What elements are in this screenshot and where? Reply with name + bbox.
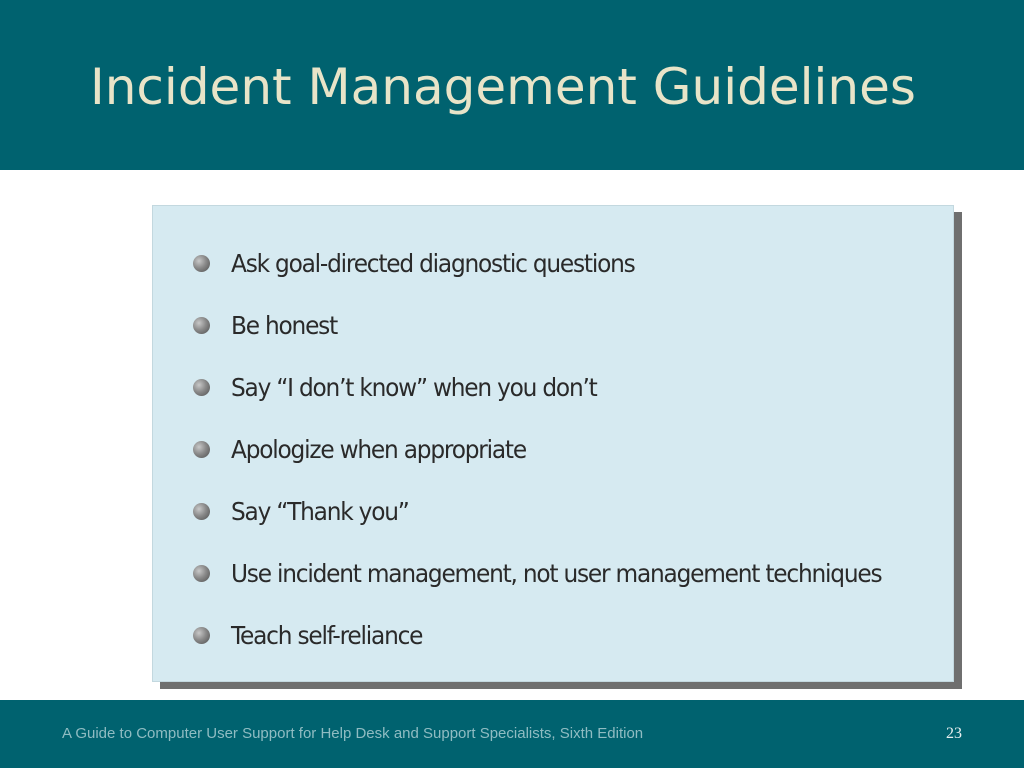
bullet-text: Say “Thank you” (231, 496, 409, 526)
bullet-text: Teach self-reliance (231, 620, 423, 650)
bullet-text: Ask goal-directed diagnostic questions (231, 248, 635, 278)
list-item (193, 542, 930, 604)
slide-title: Incident Management Guidelines (90, 58, 916, 116)
header-band (0, 0, 1024, 170)
guidelines-list (193, 232, 930, 666)
bullet-icon (193, 627, 210, 644)
bullet-text: Be honest (231, 310, 338, 340)
page-number: 23 (946, 725, 962, 742)
bullet-icon (193, 565, 210, 582)
bullet-icon (193, 255, 210, 272)
footer-band (0, 700, 1024, 768)
bullet-icon (193, 503, 210, 520)
bullet-text: Use incident management, not user management techniques (231, 558, 882, 588)
list-item (193, 418, 930, 480)
list-item (193, 232, 930, 294)
list-item (193, 480, 930, 542)
bullet-text: Say “I don’t know” when you don’t (231, 372, 597, 402)
bullet-icon (193, 317, 210, 334)
list-item (193, 356, 930, 418)
bullet-icon (193, 441, 210, 458)
bullet-icon (193, 379, 210, 396)
guidelines-figure (152, 205, 954, 682)
footer-citation: A Guide to Computer User Support for Help Desk and Support Specialists, Sixth Edition (62, 725, 644, 742)
bullet-text: Apologize when appropriate (231, 434, 526, 464)
list-item (193, 294, 930, 356)
list-item (193, 604, 930, 666)
